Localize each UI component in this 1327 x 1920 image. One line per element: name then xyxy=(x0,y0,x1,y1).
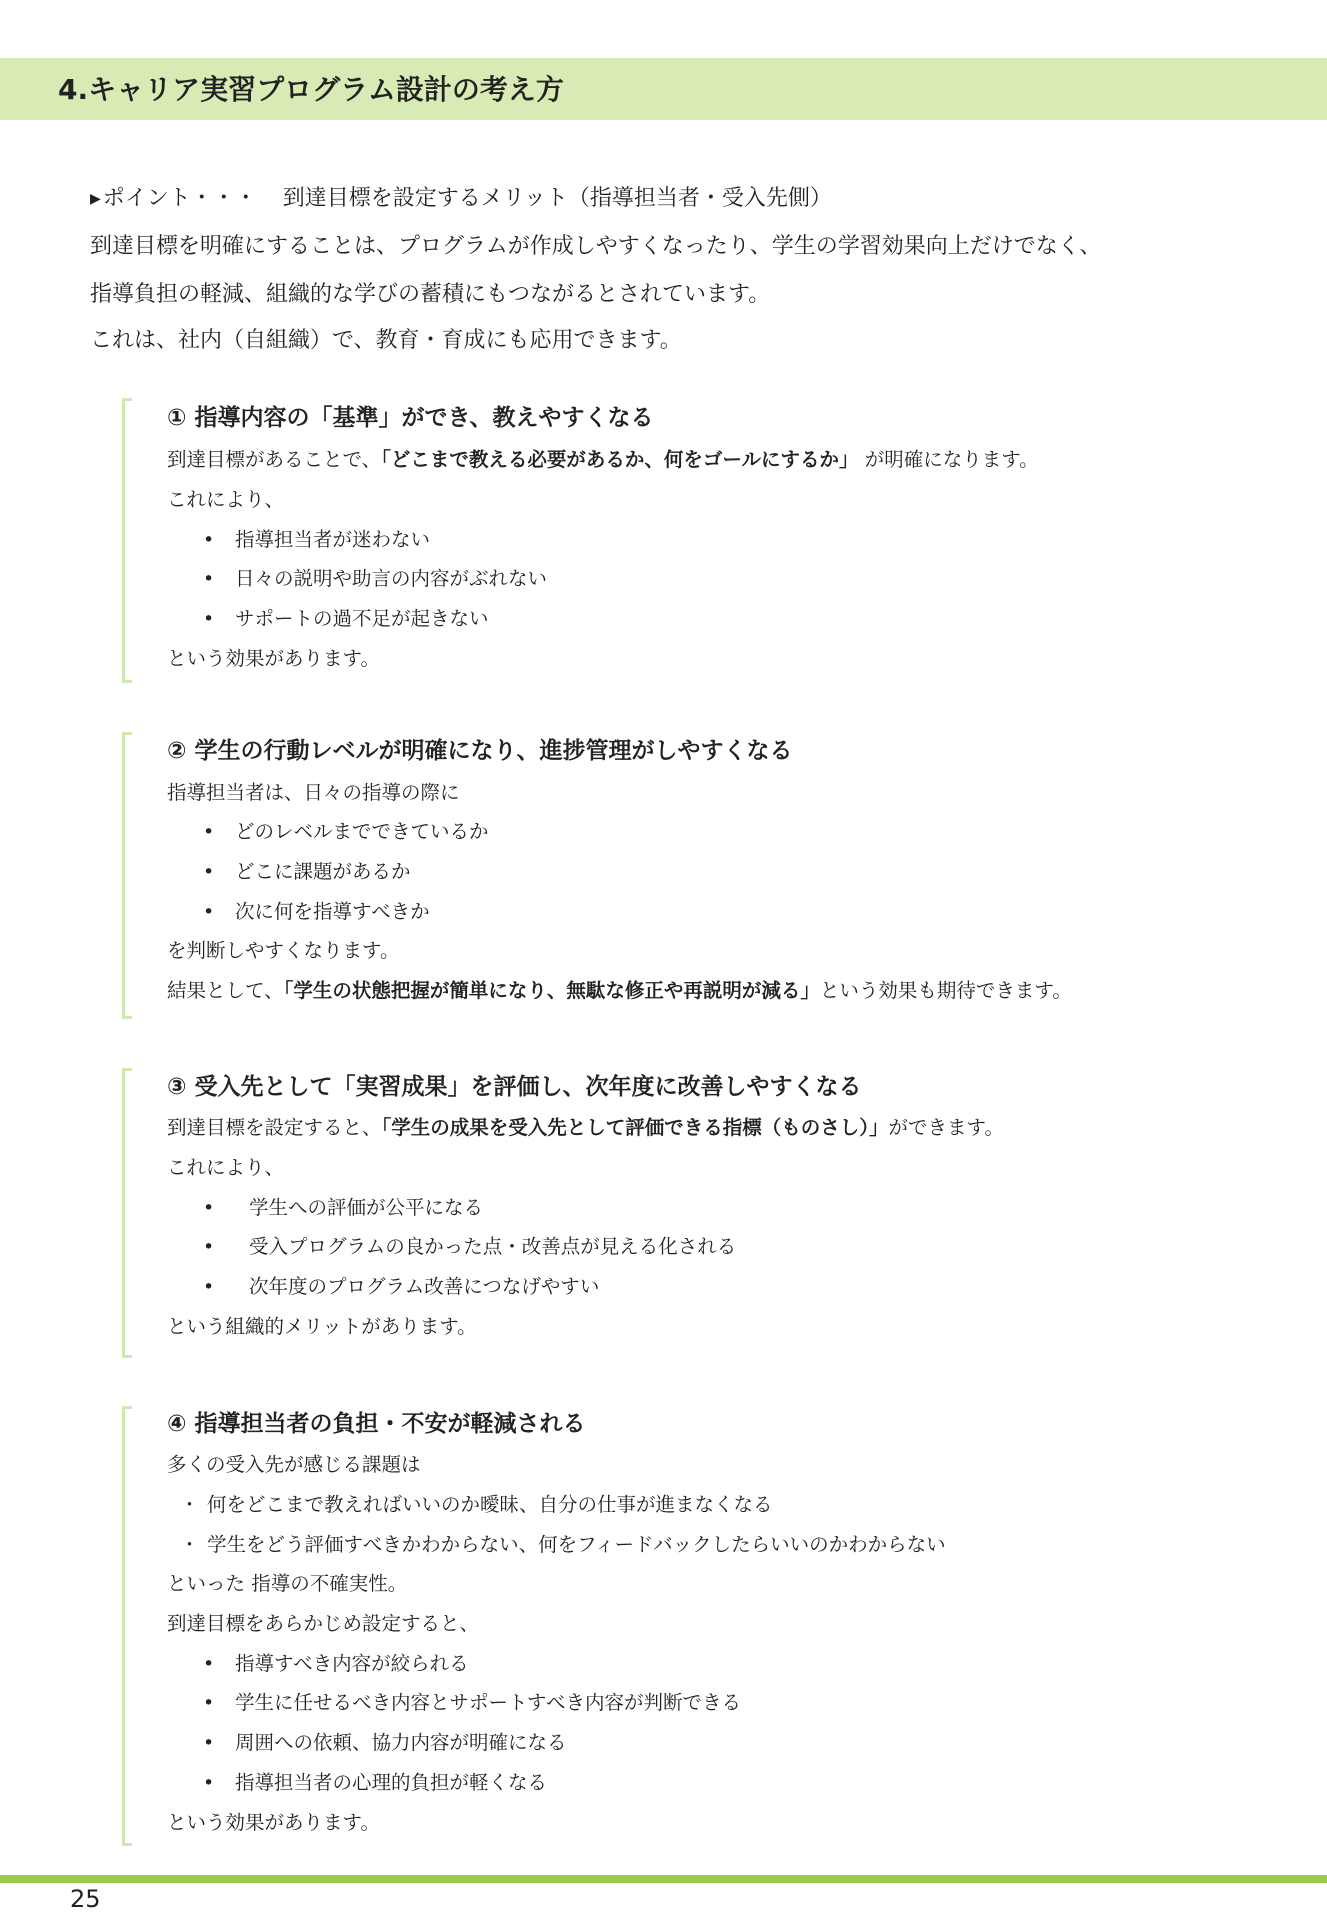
bullet-item: 周囲への依頼、協力内容が明確になる xyxy=(235,1731,567,1754)
page-number: 25 xyxy=(70,1885,101,1913)
point-title: 到達目標を設定するメリット（指導担当者・受入先側） xyxy=(282,186,832,211)
section-title: ② 学生の行動レベルが明確になり、進捗管理がしやすくなる xyxy=(167,738,793,764)
triangle-marker-icon: ▶ xyxy=(90,191,101,207)
section-bracket xyxy=(122,1406,132,1846)
bullet-icon: • xyxy=(203,1236,215,1258)
bullet-item: サポートの過不足が起きない xyxy=(235,607,489,630)
text-run: ができます。 xyxy=(888,1116,1004,1139)
text-run: 到達目標があることで、 xyxy=(167,448,382,471)
emphasis-text: 「学生の成果を受入先として評価できる指標（ものさし）」 xyxy=(381,1116,889,1139)
bullet-item: 学生に任せるべき内容とサポートすべき内容が判断できる xyxy=(235,1691,742,1714)
bullet-item: 学生への評価が公平になる xyxy=(249,1196,484,1219)
section-text: を判断しやすくなります。 xyxy=(167,939,400,962)
bullet-icon: ・ xyxy=(180,1534,200,1556)
emphasis-text: 「どこまで教える必要があるか、何をゴールにするか」 xyxy=(381,448,859,471)
dot-item: 学生をどう評価すべきかわからない、何をフィードバックしたらいいのかわからない xyxy=(207,1533,946,1556)
section-text: 指導担当者は、日々の指導の際に xyxy=(167,781,460,804)
bullet-item: 指導担当者の心理的負担が軽くなる xyxy=(235,1771,548,1794)
bullet-icon: • xyxy=(203,1732,215,1754)
section-text xyxy=(167,446,1039,474)
bullet-icon: • xyxy=(203,861,215,883)
section-text: という効果があります。 xyxy=(167,1811,380,1834)
bullet-icon: • xyxy=(203,608,215,630)
bullet-item: 日々の説明や助言の内容がぶれない xyxy=(235,567,548,590)
section-text: これにより、 xyxy=(167,1156,285,1179)
point-label: ポイント・・・ xyxy=(102,186,257,211)
section-bracket xyxy=(122,732,132,1019)
bullet-item: どのレベルまでできているか xyxy=(235,820,489,843)
bullet-icon: ・ xyxy=(180,1494,200,1516)
section-text: という組織的メリットがあります。 xyxy=(167,1315,477,1338)
dot-item: 何をどこまで教えればいいのか曖昧、自分の仕事が進まなくなる xyxy=(207,1493,773,1516)
intro-line: これは、社内（自組織）で、教育・育成にも応用できます。 xyxy=(90,328,682,353)
emphasis-text: 「学生の状態把握が簡単になり、無駄な修正や再説明が減る」 xyxy=(283,979,820,1002)
bullet-item: 次に何を指導すべきか xyxy=(235,900,430,923)
bullet-icon: • xyxy=(203,901,215,923)
bullet-item: 受入プログラムの良かった点・改善点が見える化される xyxy=(249,1235,737,1258)
text-run: 結果として、 xyxy=(167,979,284,1002)
text-run: が明確になります。 xyxy=(858,448,1039,471)
point-heading xyxy=(90,184,832,214)
intro-line: 到達目標を明確にすることは、プログラムが作成しやすくなったり、学生の学習効果向上だけでなく、 xyxy=(90,234,1102,259)
section-text: といった 指導の不確実性。 xyxy=(167,1572,408,1595)
section-title: ④ 指導担当者の負担・不安が軽減される xyxy=(167,1411,586,1437)
bullet-icon: • xyxy=(203,1692,215,1714)
section-title: ① 指導内容の「基準」ができ、教えやすくなる xyxy=(167,405,654,431)
section-text: という効果があります。 xyxy=(167,647,380,670)
section-title: ③ 受入先として「実習成果」を評価し、次年度に改善しやすくなる xyxy=(167,1074,862,1100)
bullet-icon: • xyxy=(203,1772,215,1794)
bullet-icon: • xyxy=(203,529,215,551)
section-text xyxy=(167,1114,1004,1142)
intro-line: 指導負担の軽減、組織的な学びの蓄積にもつながるとされています。 xyxy=(90,282,771,307)
section-text: 多くの受入先が感じる課題は xyxy=(167,1453,421,1476)
bullet-icon: • xyxy=(203,568,215,590)
bullet-icon: • xyxy=(203,1197,215,1219)
bullet-item: どこに課題があるか xyxy=(235,860,411,883)
bullet-icon: • xyxy=(203,1653,215,1675)
text-run: という効果も期待できます。 xyxy=(819,979,1072,1002)
bullet-icon: • xyxy=(203,1276,215,1298)
section-bracket xyxy=(122,1068,132,1358)
section-bracket xyxy=(122,398,132,683)
footer-bar xyxy=(0,1875,1327,1883)
section-text xyxy=(167,977,1072,1005)
bullet-item: 指導担当者が迷わない xyxy=(235,528,431,551)
bullet-icon: • xyxy=(203,821,215,843)
section-text: 到達目標をあらかじめ設定すると、 xyxy=(167,1612,480,1635)
section-text: これにより、 xyxy=(167,488,285,511)
bullet-item: 次年度のプログラム改善につなげやすい xyxy=(249,1275,600,1298)
bullet-item: 指導すべき内容が絞られる xyxy=(235,1652,469,1675)
page-title: 4.キャリア実習プログラム設計の考え方 xyxy=(58,73,564,106)
text-run: 到達目標を設定すると、 xyxy=(167,1116,382,1139)
